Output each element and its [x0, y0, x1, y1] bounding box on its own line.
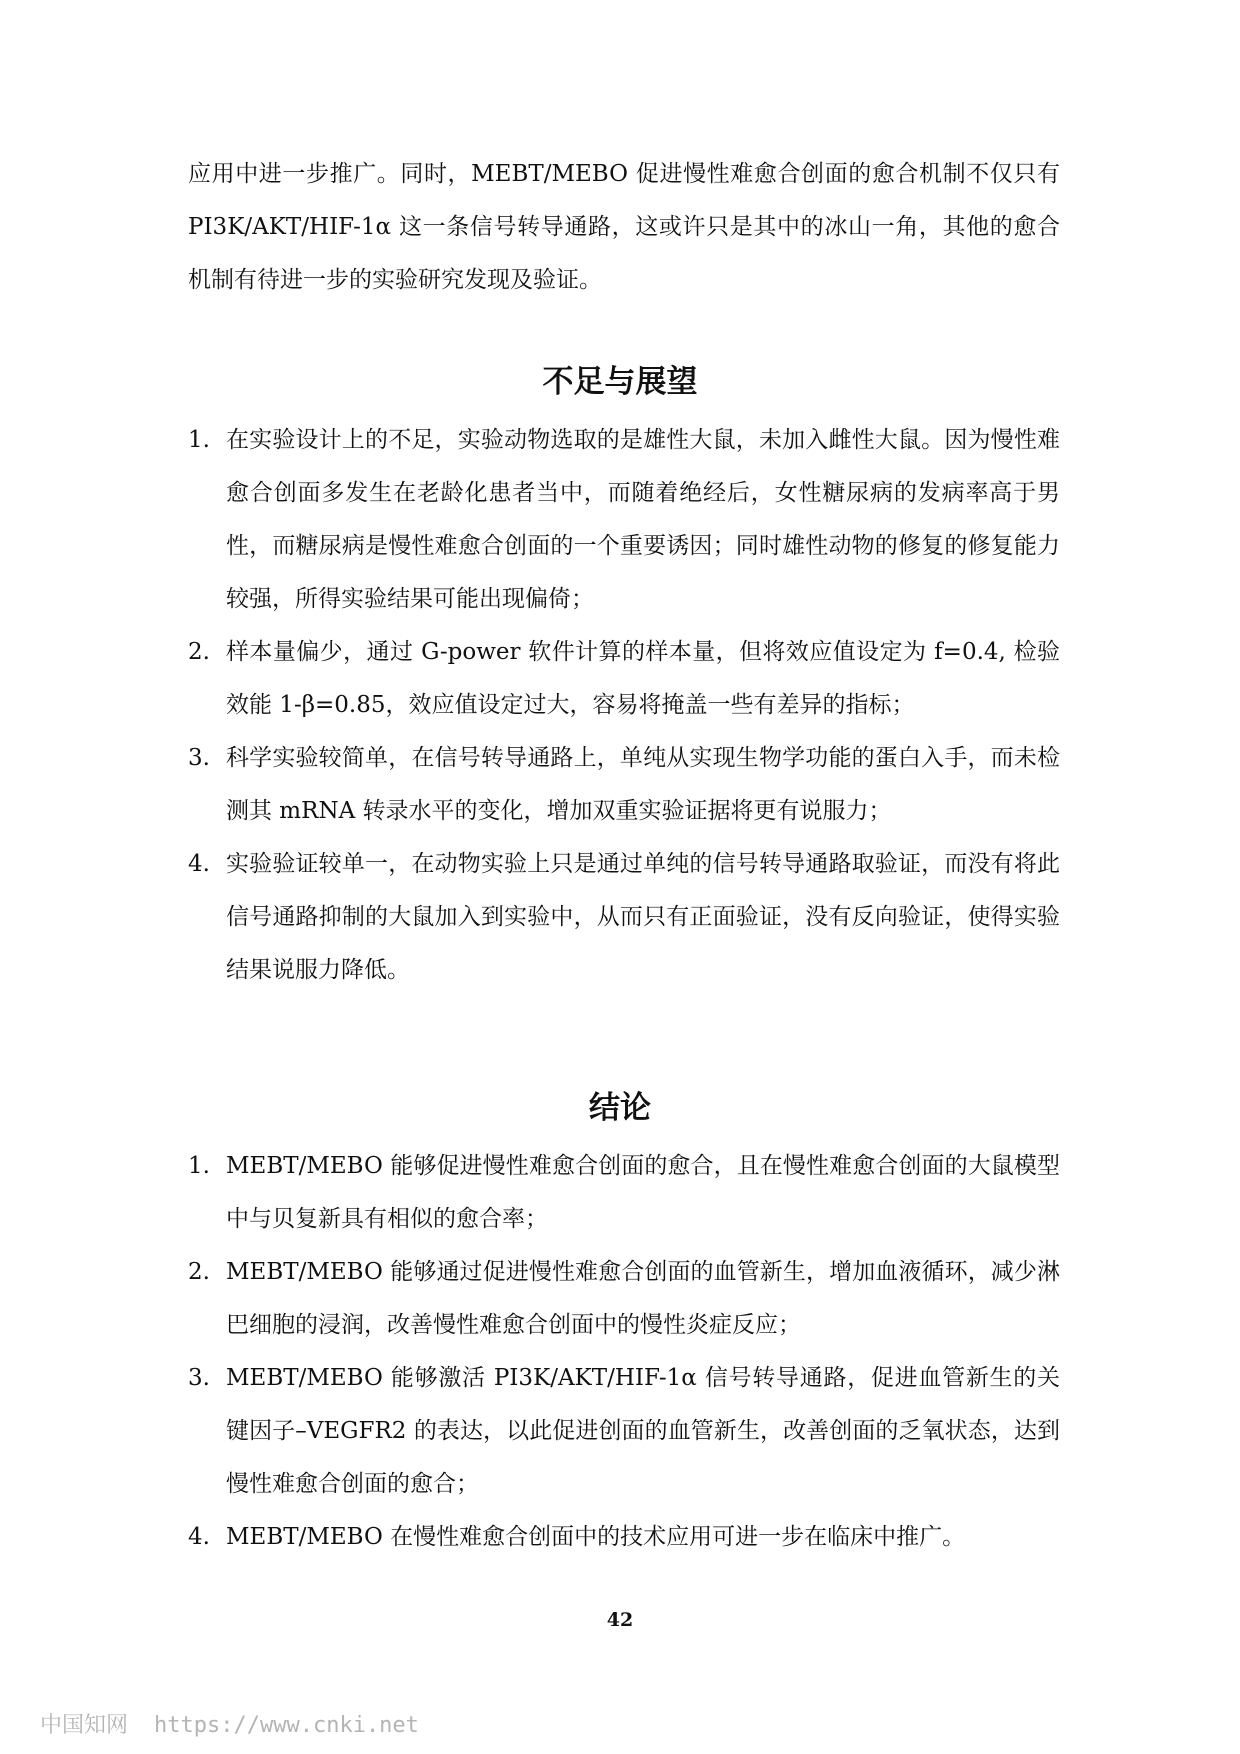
watermark-url: https://www.cnki.net [154, 1713, 419, 1738]
list-item [188, 1511, 1060, 1564]
item-text: 样本量偏少，通过 G-power 软件计算的样本量，但将效应值设定为 f=0.4, 检验效能 1-β=0.85，效应值设定过大，容易将掩盖一些有差异的指标； [226, 639, 1060, 718]
item-number: 4. [188, 851, 210, 877]
item-text: MEBT/MEBO 能够激活 PI3K/AKT/HIF-1α 信号转导通路，促进血管新生的关键因子–VEGFR2 的表达，以此促进创面的血管新生，改善创面的乏氧状态，达到慢性难愈合创面的愈合； [226, 1365, 1060, 1497]
section-title-limitations: 不足与展望 [542, 364, 698, 400]
list-item [188, 414, 1060, 626]
item-number: 2. [188, 1259, 210, 1285]
item-number: 3. [188, 745, 210, 771]
intro-paragraph: 应用中进一步推广。同时，MEBT/MEBO 促进慢性难愈合创面的愈合机制不仅只有 PI3K/AKT/HIF-1α 这一条信号转导通路，这或许只是其中的冰山一角，其他的愈合机制有待进一步的实验研究发现及验证。 [188, 161, 1060, 293]
page-number: 42 [606, 1609, 634, 1631]
cnki-watermark [40, 1712, 419, 1740]
section-title-conclusion: 结论 [589, 1090, 651, 1126]
conclusion-list [188, 1140, 1060, 1564]
list-item [188, 838, 1060, 997]
list-item [188, 1246, 1060, 1352]
item-number: 2. [188, 639, 210, 665]
item-number: 1. [188, 427, 210, 453]
list-item [188, 626, 1060, 732]
item-text: 在实验设计上的不足，实验动物选取的是雄性大鼠，未加入雌性大鼠。因为慢性难愈合创面多发生在老龄化患者当中，而随着绝经后，女性糖尿病的发病率高于男性，而糖尿病是慢性难愈合创面的一个重要诱因；同时雄性动物的修复的修复能力较强，所得实验结果可能出现偏倚； [226, 427, 1060, 612]
watermark-brand: 中国知网 [40, 1713, 129, 1738]
list-item [188, 732, 1060, 838]
item-text: MEBT/MEBO 在慢性难愈合创面中的技术应用可进一步在临床中推广。 [226, 1524, 966, 1550]
item-number: 3. [188, 1365, 210, 1391]
list-item [188, 1140, 1060, 1246]
item-text: MEBT/MEBO 能够促进慢性难愈合创面的愈合，且在慢性难愈合创面的大鼠模型中与贝复新具有相似的愈合率； [226, 1153, 1060, 1232]
item-text: MEBT/MEBO 能够通过促进慢性难愈合创面的血管新生，增加血液循环，减少淋巴细胞的浸润，改善慢性难愈合创面中的慢性炎症反应； [226, 1259, 1060, 1338]
item-text: 实验验证较单一，在动物实验上只是通过单纯的信号转导通路取验证，而没有将此信号通路抑制的大鼠加入到实验中，从而只有正面验证，没有反向验证，使得实验结果说服力降低。 [226, 851, 1060, 983]
item-text: 科学实验较简单，在信号转导通路上，单纯从实现生物学功能的蛋白入手，而未检测其 mRNA 转录水平的变化，增加双重实验证据将更有说服力； [226, 745, 1060, 824]
item-number: 1. [188, 1153, 210, 1179]
list-item [188, 1352, 1060, 1511]
item-number: 4. [188, 1524, 210, 1550]
limitations-list [188, 414, 1060, 997]
